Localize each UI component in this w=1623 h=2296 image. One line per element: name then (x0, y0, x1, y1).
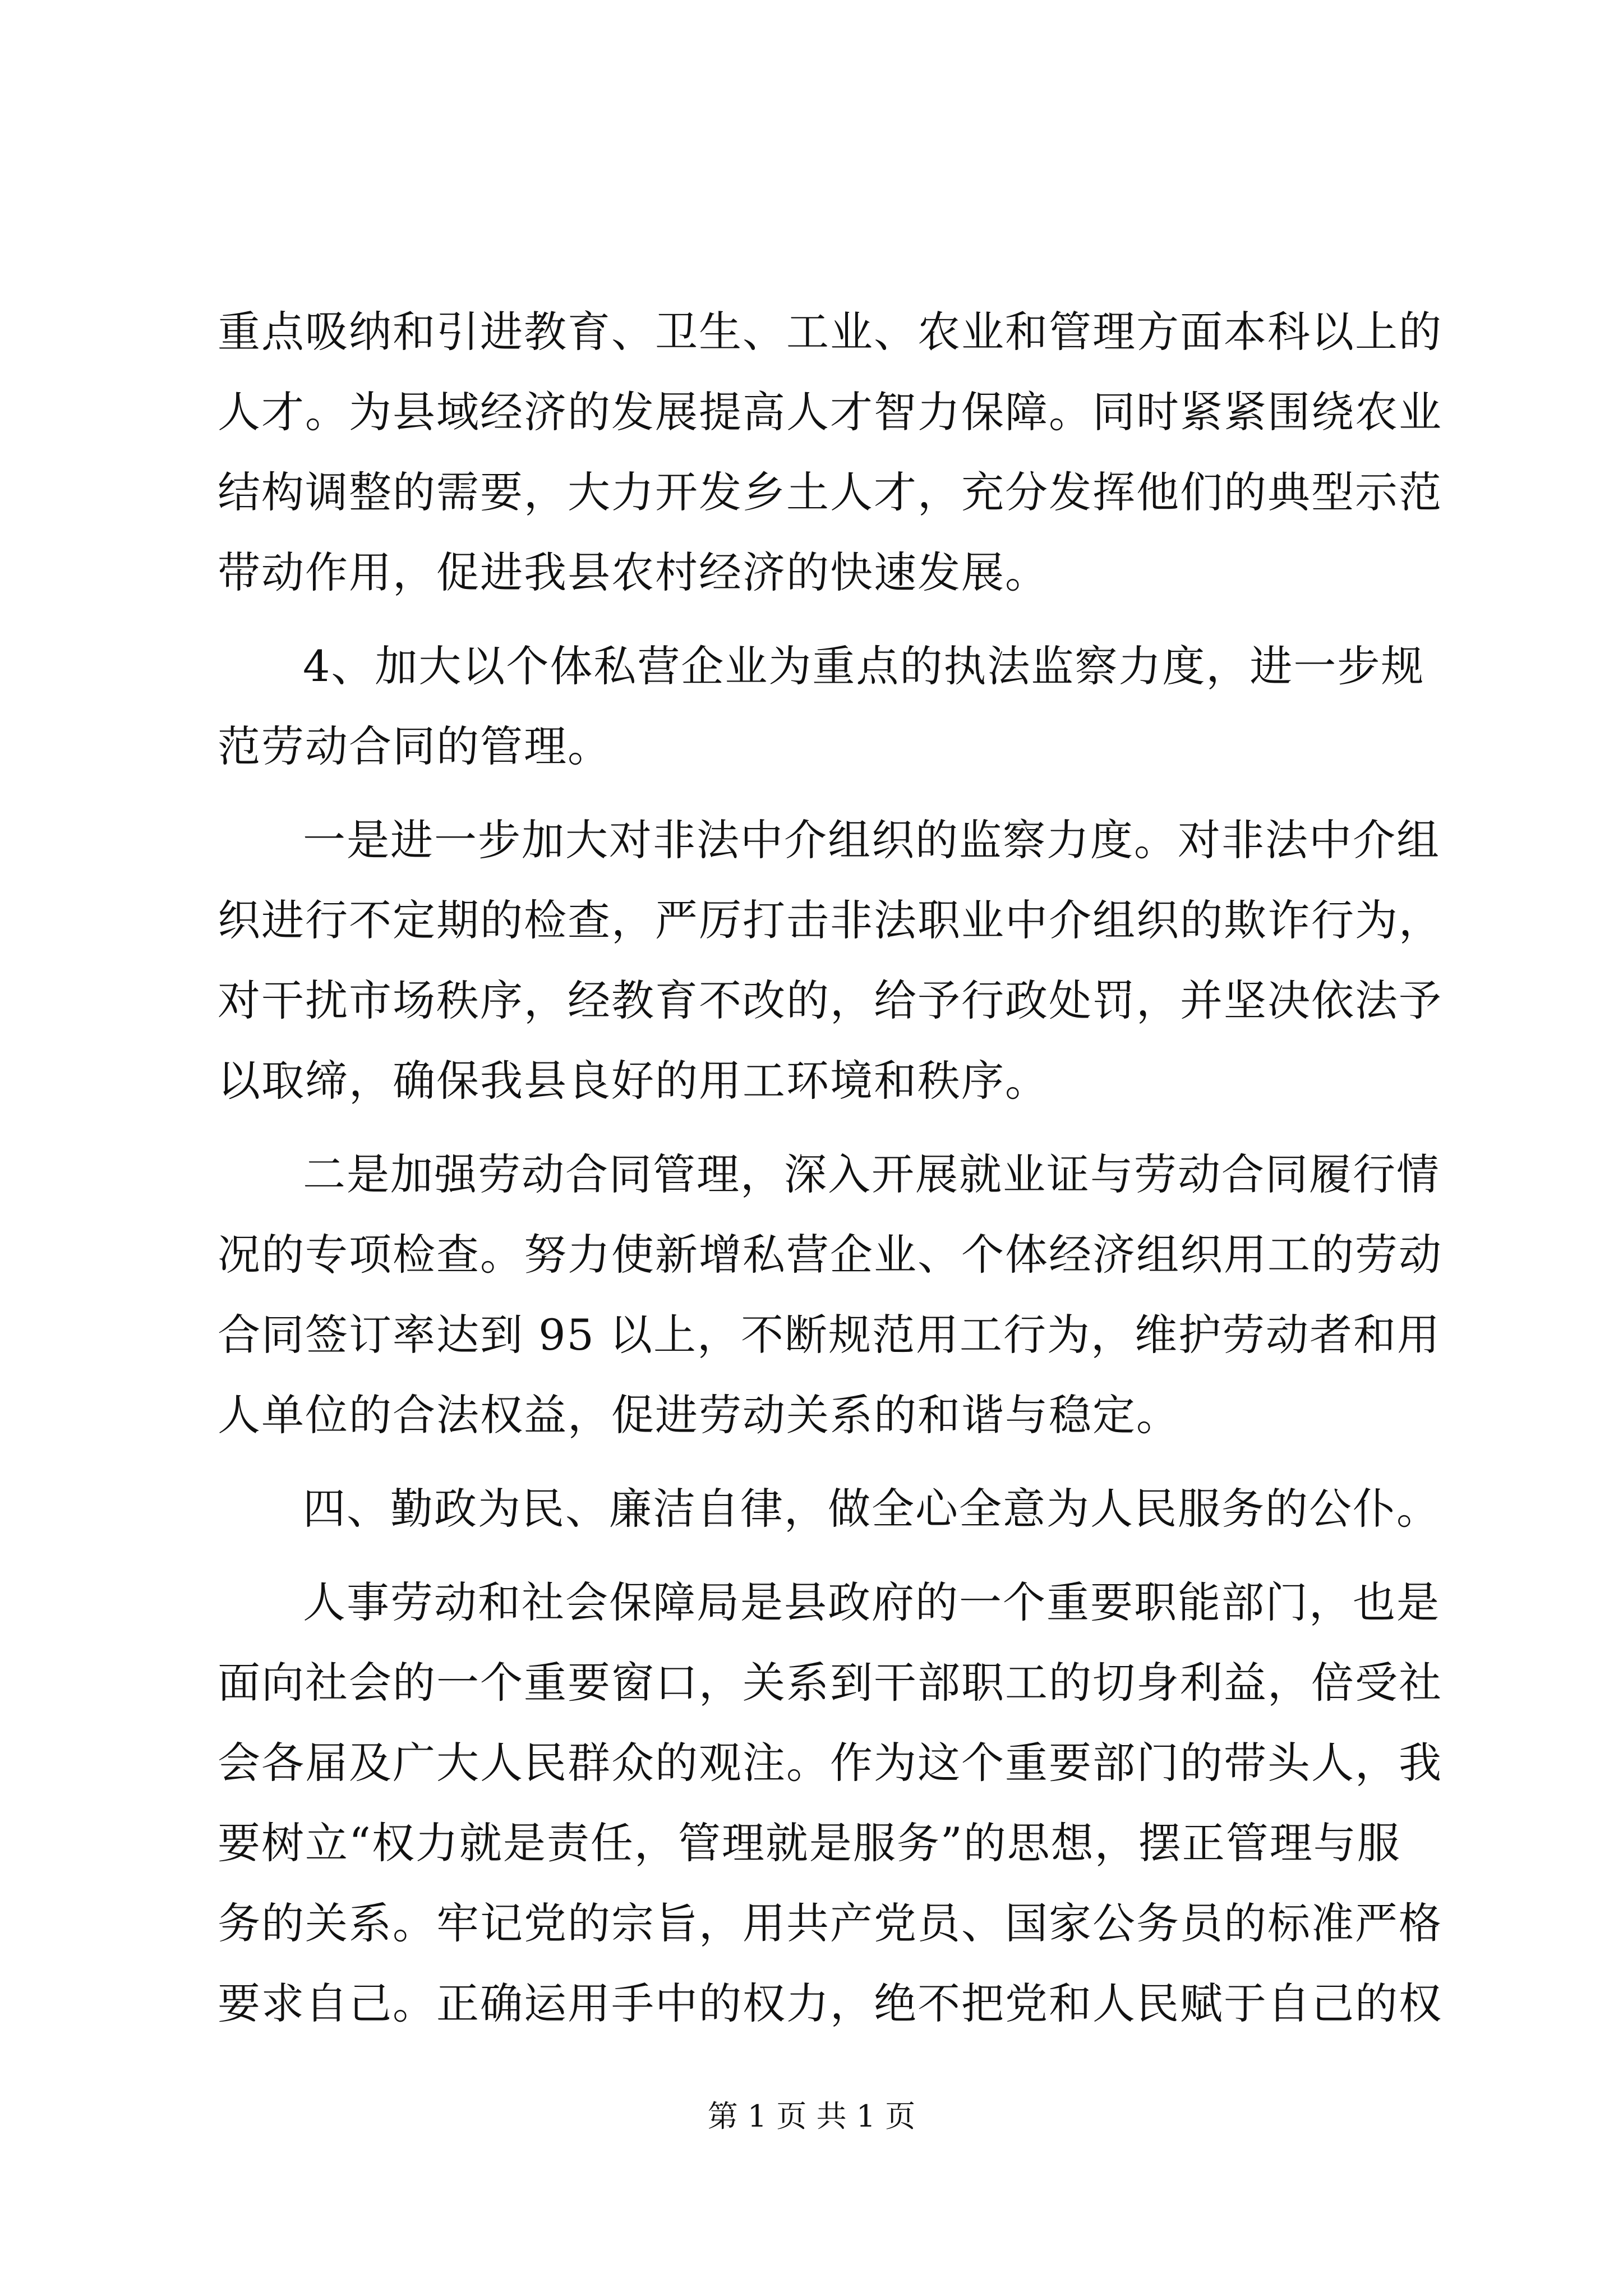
page-footer: 第 1 页 共 1 页 (707, 2099, 916, 2134)
text-line: 二是加强劳动合同管理，深入开展就业证与劳动合同履行情 (303, 1149, 1440, 1199)
text-line: 以取缔，确保我县良好的用工环境和秩序。 (218, 1056, 1049, 1106)
text-line: 合同签订率达到 95 以上，不断规范用工行为，维护劳动者和用 (218, 1310, 1441, 1360)
text-line: 带动作用，促进我县农村经济的快速发展。 (218, 547, 1049, 597)
text-line: 况的专项检查。努力使新增私营企业、个体经济组织用工的劳动 (218, 1230, 1442, 1280)
text-line: 人事劳动和社会保障局是县政府的一个重要职能部门，也是 (303, 1577, 1440, 1627)
text-line: 会各届及广大人民群众的观注。作为这个重要部门的带头人，我 (218, 1738, 1442, 1788)
text-line: 务的关系。牢记党的宗旨，用共产党员、国家公务员的标准严格 (218, 1898, 1442, 1948)
text-line: 织进行不定期的检查，严厉打击非法职业中介组织的欺诈行为， (218, 895, 1442, 945)
text-line: 面向社会的一个重要窗口，关系到干部职工的切身利益，倍受社 (218, 1658, 1442, 1708)
text-line: 结构调整的需要，大力开发乡土人才，充分发挥他们的典型示范 (218, 467, 1442, 517)
text-line: 要树立“权力就是责任，管理就是服务”的思想，摆正管理与服 (218, 1818, 1401, 1868)
document-body (218, 292, 1442, 2044)
text-line: 人单位的合法权益，促进劳动关系的和谐与稳定。 (218, 1390, 1180, 1440)
text-line: 人才。为县域经济的发展提高人才智力保障。同时紧紧围绕农业 (218, 387, 1442, 437)
section-heading: 四、勤政为民、廉洁自律，做全心全意为人民服务的公仆。 (303, 1484, 1440, 1534)
text-line: 对干扰市场秩序，经教育不改的，给予行政处罚，并坚决依法予 (218, 976, 1442, 1025)
text-line: 范劳动合同的管理。 (218, 721, 611, 771)
text-line: 4、加大以个体私营企业为重点的执法监察力度，进一步规 (303, 641, 1425, 691)
text-line: 要求自己。正确运用手中的权力，绝不把党和人民赋于自己的权 (218, 1978, 1442, 2028)
text-line: 一是进一步加大对非法中介组织的监察力度。对非法中介组 (303, 815, 1440, 865)
text-line: 重点吸纳和引进教育、卫生、工业、农业和管理方面本科以上的 (218, 307, 1442, 357)
